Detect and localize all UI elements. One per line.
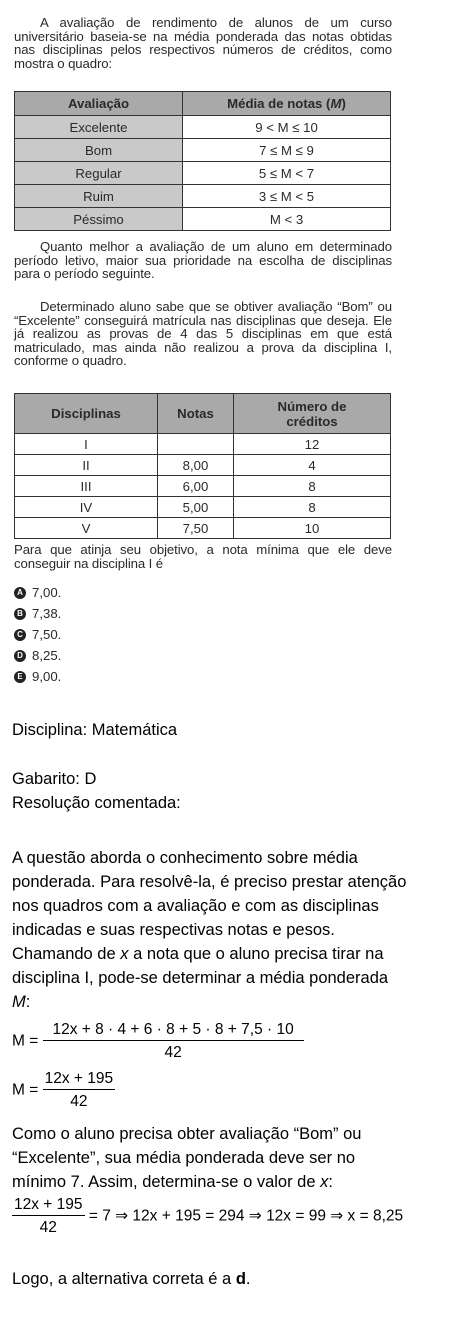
- alternative-a: A 7,00.: [14, 585, 61, 601]
- letter-badge: E: [14, 671, 26, 683]
- table-header: Média de notas (M): [183, 92, 391, 116]
- alternative-d: D 8,25.: [14, 648, 61, 664]
- table-header: Número de créditos: [234, 394, 391, 434]
- table-cell: 6,00: [158, 476, 234, 497]
- table-cell: Bom: [15, 139, 183, 162]
- resolution-paragraph: Como o aluno precisa obter avaliação “Bom” ou “Excelente”, sua média ponderada deve ser no mínimo 7. Assim, determina-se o valor de x:: [12, 1125, 362, 1191]
- table-cell: 5 ≤ M < 7: [183, 162, 391, 185]
- table-header: Avaliação: [15, 92, 183, 116]
- table-cell: 7 ≤ M ≤ 9: [183, 139, 391, 162]
- discipline-label: Disciplina: Matemática: [12, 721, 178, 739]
- table-cell: 12: [234, 434, 391, 455]
- equation-solution: $\frac{12x + 195}{42}$ = 7 ⇒ 12x + 195 = 294 ⇒ 12x = 99 ⇒ x = 8,25: [14, 1196, 404, 1236]
- fraction-numerator: 12x + 195: [43, 1070, 116, 1090]
- table-cell: Excelente: [15, 116, 183, 139]
- table-cell: 4: [234, 455, 391, 476]
- table-cell: [158, 434, 234, 455]
- table-cell: Regular: [15, 162, 183, 185]
- evaluation-table: [14, 91, 391, 231]
- table-cell: II: [15, 455, 158, 476]
- question-paragraph: Quanto melhor a avaliação de um aluno em determinado período letivo, maior sua prioridade na escolha de disciplinas para o período seguinte.: [14, 239, 392, 282]
- table-cell: 9 < M ≤ 10: [183, 116, 391, 139]
- table-cell: I: [15, 434, 158, 455]
- answer-key: Gabarito: D: [12, 770, 97, 788]
- conclusion: Logo, a alternativa correta é a d.: [12, 1270, 251, 1288]
- letter-badge: A: [14, 587, 26, 599]
- table-cell: 8: [234, 476, 391, 497]
- fraction-denominator: 42: [70, 1093, 88, 1110]
- alternative-e: E 9,00.: [14, 669, 61, 685]
- table-cell: Ruim: [15, 185, 183, 208]
- question-prompt: Para que atinja seu objetivo, a nota mínima que ele deve conseguir na disciplina I é: [14, 542, 392, 571]
- question-paragraph: Determinado aluno sabe que se obtiver avaliação “Bom” ou “Excelente” conseguirá matrícula nas disciplinas que deseja. Ele já realizou as provas de 4 das 5 disciplinas em que está matriculado, mas ainda não realizou a prova da disciplina I, conforme o quadro.: [14, 299, 392, 369]
- table-header: Notas: [158, 394, 234, 434]
- grades-table: [14, 393, 391, 539]
- table-cell: 5,00: [158, 497, 234, 518]
- fraction-denominator: 42: [164, 1044, 182, 1061]
- letter-badge: B: [14, 608, 26, 620]
- table-cell: M < 3: [183, 208, 391, 231]
- table-cell: 10: [234, 518, 391, 539]
- table-cell: III: [15, 476, 158, 497]
- question-intro: A avaliação de rendimento de alunos de um curso universitário baseia-se na média ponderada das notas obtidas nas disciplinas pelos respectivos números de créditos, como mostra o quadro:: [14, 15, 392, 71]
- resolution-paragraph: A questão aborda o conhecimento sobre média ponderada. Para resolvê-la, é preciso prestar atenção nos quadros com a avaliação e com as disciplinas indicadas e suas respectivas notas e pesos. Chamando de x a nota que o aluno precisa tirar na disciplina I, pode-se determinar a média ponderada M:: [12, 849, 407, 1011]
- resolution-heading: Resolução comentada:: [12, 794, 181, 812]
- fraction-numerator: 12x + 195: [12, 1196, 85, 1216]
- table-cell: Péssimo: [15, 208, 183, 231]
- alternative-c: C 7,50.: [14, 627, 61, 643]
- letter-badge: D: [14, 650, 26, 662]
- table-cell: 3 ≤ M < 5: [183, 185, 391, 208]
- fraction-denominator: 42: [39, 1219, 57, 1236]
- table-cell: 8: [234, 497, 391, 518]
- table-cell: 7,50: [158, 518, 234, 539]
- fraction-numerator: 12x + 8 · 4 + 6 · 8 + 5 · 8 + 7,5 · 10: [43, 1021, 304, 1041]
- table-cell: 8,00: [158, 455, 234, 476]
- table-header: Disciplinas: [15, 394, 158, 434]
- alternative-b: B 7,38.: [14, 606, 61, 622]
- letter-badge: C: [14, 629, 26, 641]
- equation-simplified-mean: M = $\frac{12x + 195}{42}$: [12, 1070, 114, 1110]
- equation-weighted-mean: M = $\frac{12x + 8 \cdot 4 + 6 \cdot 8 + 5 \cdot 8 + 7,5 \cdot 10}{42}$: [12, 1021, 304, 1062]
- table-cell: IV: [15, 497, 158, 518]
- table-cell: V: [15, 518, 158, 539]
